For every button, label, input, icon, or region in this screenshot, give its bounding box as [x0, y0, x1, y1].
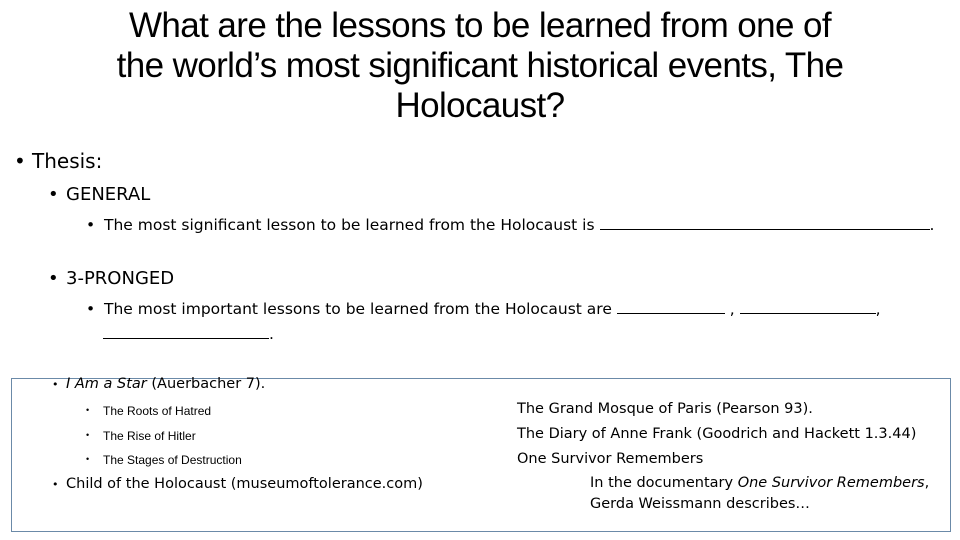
bullet: • [48, 268, 59, 289]
source-star [52, 376, 265, 392]
title-line-1: What are the lessons to be learned from one of [129, 6, 831, 45]
pronged-blank-2 [740, 298, 876, 314]
bullet: • [14, 149, 26, 173]
bullet: • [86, 430, 90, 440]
child-text: Child of the Holocaust (museumoftolerance.com) [66, 476, 423, 492]
bullet: • [86, 405, 90, 415]
pronged-sentence [86, 298, 881, 318]
general-label: GENERAL [66, 184, 151, 205]
pronged-label: 3-PRONGED [66, 268, 175, 289]
star-title: I Am a Star [66, 376, 147, 392]
bullet: • [52, 478, 59, 491]
sub-item-text: The Stages of Destruction [103, 453, 242, 467]
pronged-comma-1: , [729, 300, 735, 318]
slide-title [40, 6, 920, 126]
doc-prefix: In the documentary [590, 475, 734, 491]
sub-item-3 [86, 453, 242, 467]
bullet: • [52, 378, 59, 391]
bullet: • [48, 184, 59, 205]
source-diary: The Diary of Anne Frank (Goodrich and Hackett 1.3.44) [517, 426, 917, 442]
general-item [48, 184, 150, 205]
thesis-label: Thesis: [32, 149, 103, 173]
general-sentence-text: The most significant lesson to be learned from the Holocaust is [104, 216, 595, 234]
bullet: • [86, 300, 96, 318]
doc-title: One Survivor Remembers [737, 475, 925, 491]
title-line-2: the world’s most significant historical events, The [116, 46, 844, 85]
documentary-line-2: Gerda Weissmann describes… [590, 496, 810, 512]
pronged-sentence-cont [103, 323, 274, 343]
thesis-item [14, 149, 102, 173]
pronged-comma-2: , [875, 300, 881, 318]
source-mosque: The Grand Mosque of Paris (Pearson 93). [517, 401, 813, 417]
star-cite: (Auerbacher 7). [151, 376, 266, 392]
source-child [52, 476, 423, 492]
sub-item-text: The Rise of Hitler [103, 429, 196, 443]
pronged-blank-1 [617, 298, 725, 314]
title-line-3: Holocaust? [395, 86, 565, 125]
general-sentence [86, 214, 934, 234]
general-end: . [929, 216, 935, 234]
pronged-end: . [269, 325, 274, 343]
bullet: • [86, 454, 90, 464]
general-blank [600, 214, 930, 230]
pronged-blank-3 [103, 323, 269, 339]
doc-suffix: , [924, 475, 930, 491]
pronged-item [48, 268, 174, 289]
documentary-line [590, 475, 929, 491]
source-survivor: One Survivor Remembers [517, 451, 704, 467]
pronged-sentence-text: The most important lessons to be learned from the Holocaust are [104, 300, 612, 318]
sub-item-text: The Roots of Hatred [103, 404, 212, 418]
sub-item-1 [86, 404, 211, 418]
sub-item-2 [86, 429, 196, 443]
bullet: • [86, 216, 96, 234]
